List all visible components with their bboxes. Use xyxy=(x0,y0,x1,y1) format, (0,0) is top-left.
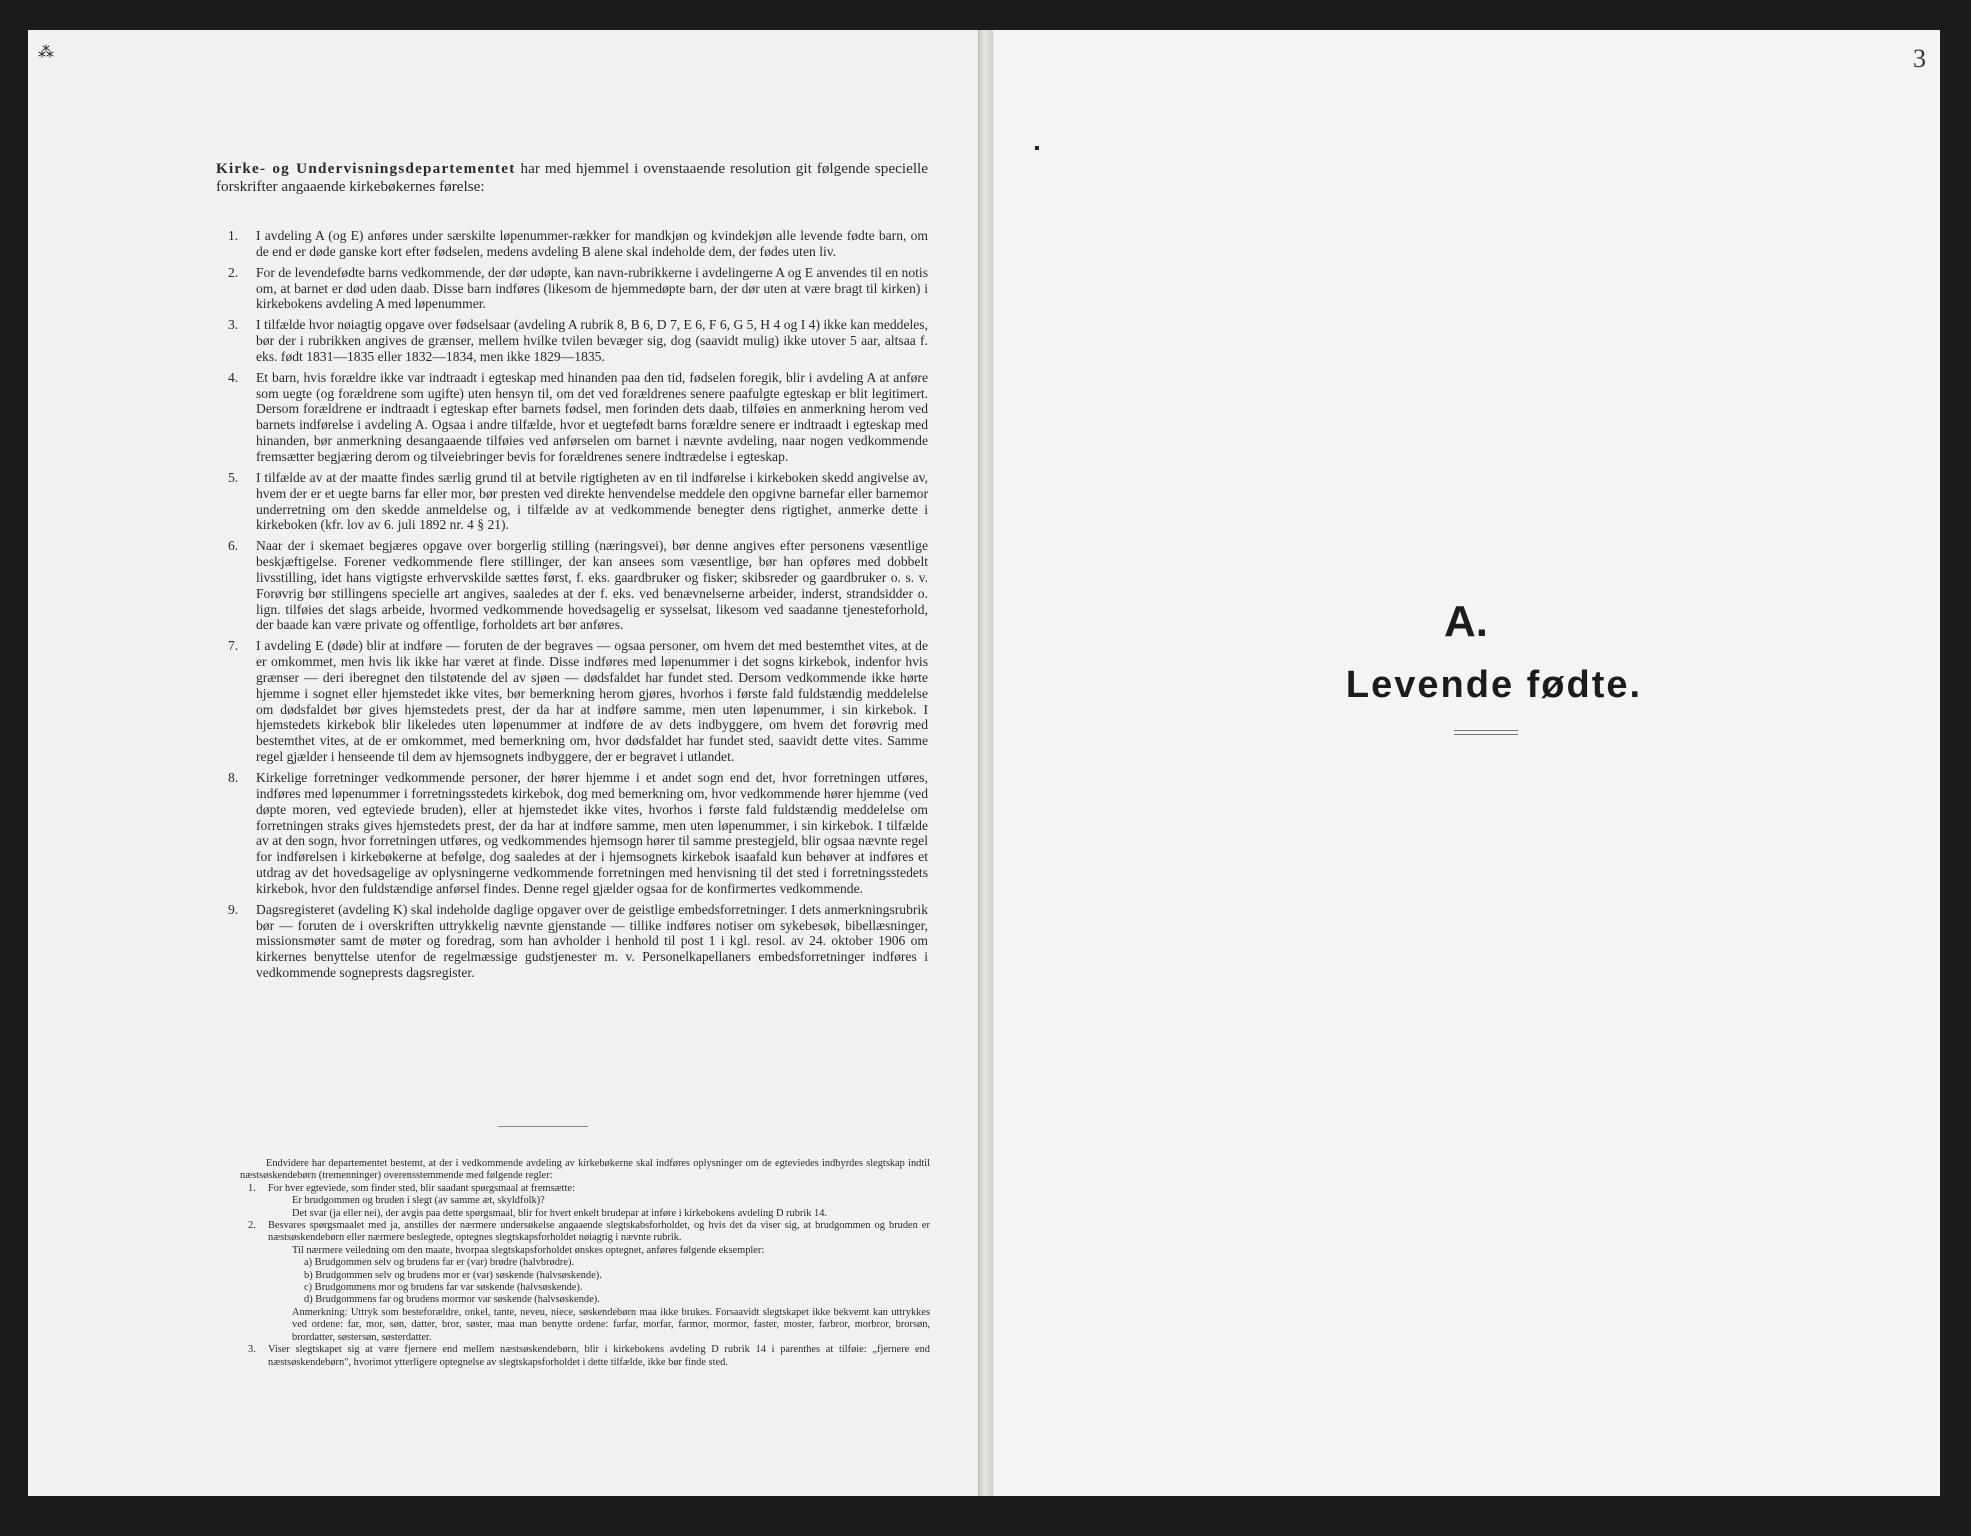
rule-item xyxy=(228,538,928,633)
rules-list xyxy=(228,228,928,986)
rule-item xyxy=(228,317,928,365)
rule-item xyxy=(228,902,928,981)
right-page xyxy=(994,30,1940,1496)
rule-text: I tilfælde av at der maatte findes særlig grund til at betvile rigtigheten av en til indførelse i kirkeboken skedd angivelse av, hvem der er et uegte barns far eller mor, bør presten ved direkte henvendelse meddele den opgivne barnefar eller barnemor underretning om den skedde anmeldelse og, i tilfælde av at vedkommende benegter dens rigtighet, anmerke dette i kirkeboken (kfr. lov av 6. juli 1892 nr. 4 § 21). xyxy=(256,469,928,533)
rule-number: 6. xyxy=(228,538,239,554)
appendix-intro: Endvidere har departementet bestemt, at der i vedkommende avdeling av kirkebøkerne skal indføres oplysninger om de egteviedes indbyrdes slegtskap indtil næstsøskendebørn (tremenninger) overensstemmende med følgende regler: xyxy=(240,1158,930,1182)
appendix-remark: Anmerkning: Uttryk som besteforældre, onkel, tante, neveu, niece, søskendebørn maa ikke brukes. Forsaavidt slegtskapet ikke bekvemt kan uttrykkes ved ordene: far, mor, søn, datter, bror, søster, maa man benytte ordene: farfar, morfar, farmor, mormor, faster, moster, farbror, morbror, brorsøn, brordatter, søstersøn, søsterdatter. xyxy=(292,1306,930,1343)
rule-number: 7. xyxy=(228,638,239,654)
intro-text: har med hjemmel i ovenstaaende resolution git følgende specielle forskrifter angaaende kirkebøkernes førelse: xyxy=(216,160,928,196)
rule-text: Naar der i skemaet begjæres opgave over borgerlig stilling (næringsvei), bør denne angives efter personens væsentlige beskjæftigelse. Forener vedkommende flere stillinger, der kan ansees som væsentlige, bør han opføres med dobbelt livsstilling, idet hans vigtigste erhvervskilde sættes først, f. eks. gaardbruker og fisker; skibsreder og gaardbruker o. s. v. Forøvrig bør stillingens specielle art angives, saaledes at der f. eks. ved benævnelserne arbeider, inderst, strandsidder o. lign. tilføies det slags arbeide, hvormed vedkommende hovedsagelig er sysselsat, likesom ved saadanne tjenesteforhold, der baade kan være private og offentlige, forholdets art bør anføres. xyxy=(256,538,928,633)
appendix-item-2: 2. Besvares spørgsmaalet med ja, anstilles der nærmere undersøkelse angaaende slegtskabsforholdet, og hvis det da viser sig, at brudgommen og bruden er næstsøskendebørn eller nærmere beslegtede, optegnes slegtskapsforholdet nøiagtig i nævnte rubrik. xyxy=(248,1220,930,1244)
appendix-example: b) Brudgommen selv og brudens mor er (var) søskende (halvsøskende). xyxy=(304,1269,602,1281)
intro-lead: Kirke- og Undervisningsdepartementet xyxy=(216,160,516,177)
title-double-rule xyxy=(1454,730,1518,735)
appendix-example: d) Brudgommens far og brudens mormor var søskende (halvsøskende). xyxy=(304,1294,600,1306)
rule-number: 5. xyxy=(228,469,239,485)
rule-item xyxy=(228,470,928,533)
corner-mark: ⁂ xyxy=(38,44,54,61)
rule-item xyxy=(228,265,928,313)
book-gutter xyxy=(979,30,993,1496)
rule-text: I tilfælde hvor nøiagtig opgave over fødselsaar (avdeling A rubrik 8, B 6, D 7, E 6, F 6, G 5, H 4 og I 4) ikke kan meddeles, bør der i rubrikken angives de grænser, mellem hvilke tvilen bevæger sig, dog (saavidt mulig) ikke utover 5 aar, altsaa f. eks. født 1831—1835 eller 1832—1834, men ikke 1829—1835. xyxy=(256,317,928,364)
appendix-item-3: 3. Viser slegtskapet sig at være fjernere end mellem næstsøskendebørn, blir i kirkebokens avdeling D rubrik 14 i parenthes at tilføie: „fjernere end næstsøskendebørn", hvorimot ytterligere optegnelse av slegtskapsforholdet i dette tilfælde, ikke bør finde sted. xyxy=(248,1344,930,1368)
appendix-answer: Det svar (ja eller nei), der avgis paa dette spørgsmaal, blir for hvert enkelt brudepar at inføre i kirkebokens avdeling D rubrik 14. xyxy=(292,1207,828,1219)
page-number: 3 xyxy=(1913,44,1926,73)
section-divider xyxy=(498,1126,588,1127)
rule-number: 8. xyxy=(228,770,239,785)
rule-text: I avdeling A (og E) anføres under særskilte løpenummer-rækker for mandkjøn og kvindekjøn alle levende fødte barn, om de end er døde ganske kort efter fødselen, medens avdeling B alene skal indeholde dem, der fødes uten liv. xyxy=(256,228,928,259)
rule-number: 2. xyxy=(228,264,239,280)
intro-paragraph xyxy=(216,160,928,197)
appendix-example: a) Brudgommen selv og brudens far er (var) brødre (halvbrødre). xyxy=(304,1257,575,1269)
rule-text: Dagsregisteret (avdeling K) skal indeholde daglige opgaver over de geistlige embedsforretninger. I dets anmerkningsrubrik bør — foruten de i overskriften uttrykkelig nævnte gjenstande — tillike indføres notiser om sykebesøk, bibellæsninger, missionsmøter samt de møter og foredrag, som han avholder i henhold til post 1 i kgl. resol. av 24. oktober 1906 om kirkernes benyttelse utenfor de regelmæssige gudstjenester m. v. Personelkapellaners embedsforretninger indføres i vedkommende sogneprests dagsregister. xyxy=(256,901,928,981)
rule-text: For de levendefødte barns vedkommende, der dør udøpte, kan navn-rubrikkerne i avdelingerne A og E anvendes til en notis om, at barnet er død uden daab. Disse barn indføres (likesom de hjemmedøpte barn, der dør uten at være bragt til kirken) i kirkebokens avdeling A med løpenummer. xyxy=(256,264,928,312)
appendix-guidance: Til nærmere veiledning om den maate, hvorpaa slegtskapsforholdet ønskes optegnet, anføres følgende eksempler: xyxy=(292,1244,765,1256)
ink-mark: ▪ xyxy=(1034,140,1040,157)
rule-number: 4. xyxy=(228,369,239,385)
rule-number: 9. xyxy=(228,901,239,917)
appendix-example: c) Brudgommens mor og brudens far var søskende (halvsøskende). xyxy=(304,1282,583,1294)
rule-text: Kirkelige forretninger vedkommende personer, der hører hjemme i et andet sogn end det, hvor forretningen utføres, indføres med løpenummer i forretningsstedets kirkebok, dog med bemerkning om, hvor vedkommende hører hjemme (ved døpte moren, ved egteviede bruden), eller at hjemstedet ikke vites, hvorhos i første fald fuldstændig meddelelse om forretningen straks gives hjemstedets prest, der da har at indføre samme, men uten løpenummer, i sin kirkebok. I tilfælde av at den sogn, hvor forretningen utføres, og vedkommendes hjemsogn hører til samme prestegjeld, blir ogsaa nævnte regel for indførelsen i kirkebøkerne at befølge, dog saaledes at der i hjemsognets kirkebok isaafald kun behøver at indføres et utdrag av det hovedsagelige av oplysningerne vedkommende forretningen med henvisning til det sted i forretningsstedets kirkebok, hvor den fuldstændige anførsel findes. Denne regel gjælder ogsaa for de konfirmertes vedkommende. xyxy=(256,770,928,896)
book-spread xyxy=(28,30,1940,1496)
rule-item xyxy=(228,228,928,260)
rule-item xyxy=(228,370,928,465)
rule-text: I avdeling E (døde) blir at indføre — foruten de der begraves — ogsaa personer, om hvem det med bestemthet vites, at de er omkommet, men hvis lik ikke har været at finde. Disse indføres med løpenummer i det sogns kirkebok, indenfor hvis grænser — deri iberegnet den tilstøtende del av sjøen — dødsfaldet har fundet sted. Dersom vedkommende ikke hørte hjemme i sognet eller hjemstedet ikke vites, bør bemerkning herom gjøres, hvorhos i første fald fuldstændig meddelelse om dødsfaldet bør gives hjemstedets prest, der da har at indføre samme, men uten løpenummer, i sin kirkebok. I hjemstedets kirkebok blir likeledes uten løpenummer at indføre de av dets indbyggere, om hvem det forøvrig med bestemthet vites, at de er omkommet, med bemerkning om, hvor dødsfaldet har fundet sted, saavidt dette vites. Samme regel gjælder i henseende til dem av hjemsognets indbyggere, der er begravet i utlandet. xyxy=(256,638,928,765)
section-title: Levende fødte. xyxy=(1345,664,1643,706)
rule-number: 3. xyxy=(228,317,239,333)
rule-text: Et barn, hvis forældre ikke var indtraadt i egteskap med hinanden paa den tid, fødselen foregik, blir i avdeling A at anføre som uegte (og forældrene som ugifte) uten hensyn til, om det ved forældrenes senere paafulgte egteskap er blit legitimert. Dersom forældrene er indtraadt i egteskap efter barnets fødsel, men forinden dets daab, tilføies en anmerkning herom ved barnets indførelse i avdeling A. Ogsaa i andre tilfælde, hvor et uegtefødt barns forældre senere er indtraadt i egteskap med hinanden, bør anmerkning desangaaende tilføies ved anførselen om barnet i nævnte avdeling, naar nogen vedkommende fremsætter begjæring derom og tilveiebringer bevis for forældrenes senere indtrædelse i egteskap. xyxy=(256,369,928,464)
appendix-question: Er brudgommen og bruden i slegt (av samme æt, skyldfolk)? xyxy=(292,1195,545,1207)
rule-item xyxy=(228,770,928,897)
appendix-item-1: 1. For hver egteviede, som finder sted, blir saadant spørgsmaal at fremsætte: xyxy=(248,1182,575,1194)
left-page xyxy=(28,30,979,1496)
rule-number: 1. xyxy=(228,228,239,243)
appendix-block xyxy=(240,1158,930,1369)
section-letter: A. xyxy=(1444,597,1488,646)
rule-item xyxy=(228,638,928,765)
